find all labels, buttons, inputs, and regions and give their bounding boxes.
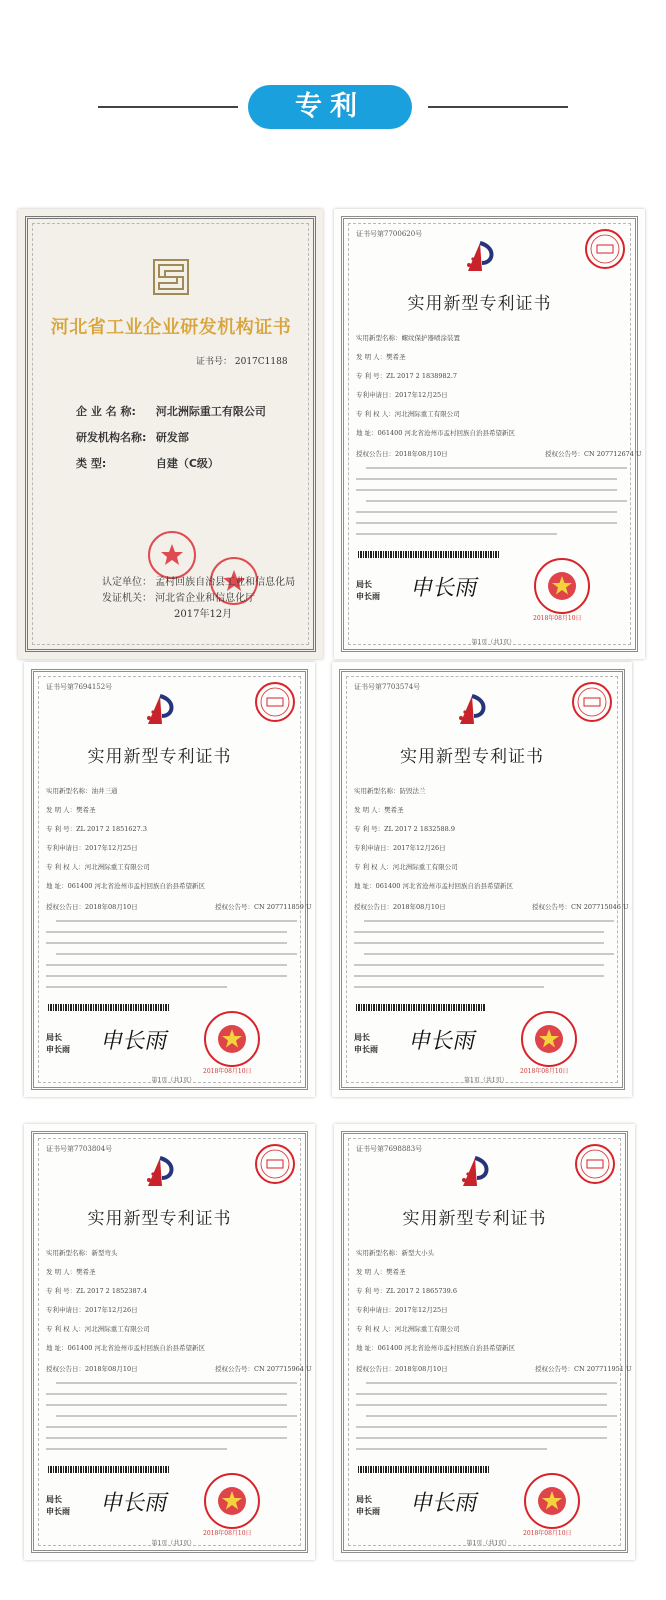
body-text-line <box>46 1448 227 1450</box>
patent-field: 发 明 人：樊希圣 <box>46 1268 96 1276</box>
red-round-stamp-icon <box>570 680 614 724</box>
body-text-line <box>356 511 617 513</box>
patent-field: 地 址：061400 河北省沧州市孟村回族自治县希望新区 <box>46 1344 205 1352</box>
body-text-line <box>364 953 614 955</box>
director-title: 局长 <box>354 1033 370 1042</box>
red-round-stamp-icon <box>253 680 297 724</box>
body-text-line <box>356 478 617 480</box>
patent-office-emblem-icon <box>140 1152 180 1192</box>
body-text-line <box>46 1393 287 1395</box>
patent-field: 专 利 号：ZL 2017 2 1851627.3 <box>46 825 147 833</box>
director-name: 申长雨 <box>356 1507 380 1516</box>
patent-field: 实用新型名称：螺纹保护器喷涂装置 <box>356 334 460 342</box>
field-label: 企 业 名 称: <box>76 405 136 418</box>
certificate-title: 实用新型专利证书 <box>87 1209 232 1229</box>
patent-field: 实用新型名称：新型弯头 <box>46 1249 118 1257</box>
patent-field: 专 利 号：ZL 2017 2 1865739.6 <box>356 1287 457 1295</box>
field-value: 研发部 <box>155 431 189 444</box>
director-title: 局长 <box>46 1495 62 1504</box>
body-text-line <box>356 522 617 524</box>
patent-field: 地 址：061400 河北省沧州市孟村回族自治县希望新区 <box>354 882 513 890</box>
certificate-number: 证书号第7698883号 <box>356 1145 423 1153</box>
director-signature: 申长雨 <box>98 1029 171 1054</box>
patent-field: 地 址：061400 河北省沧州市孟村回族自治县希望新区 <box>356 1344 515 1352</box>
body-text-line <box>356 1426 607 1428</box>
body-text-line <box>354 986 544 988</box>
certificate-title: 实用新型专利证书 <box>407 294 552 314</box>
certificate-title: 实用新型专利证书 <box>402 1209 547 1229</box>
patent-field: 专 利 权 人：河北洲际重工有限公司 <box>356 410 460 418</box>
body-text-line <box>56 1415 297 1417</box>
body-text-line <box>56 920 297 922</box>
field-value: 河北洲际重工有限公司 <box>155 405 266 418</box>
field-label: 类 型: <box>76 457 107 470</box>
patent-office-emblem-icon <box>140 690 180 730</box>
director-name: 申长雨 <box>46 1045 70 1054</box>
certificate-number: 证书号第7700620号 <box>356 230 423 238</box>
patent-field: 专利申请日：2017年12月26日 <box>46 1306 138 1314</box>
national-emblem-seal-icon <box>520 1010 578 1068</box>
patent-field: 专 利 权 人：河北洲际重工有限公司 <box>46 863 150 871</box>
red-round-stamp-icon <box>583 227 627 271</box>
director-title: 局长 <box>46 1033 62 1042</box>
body-text-line <box>366 1382 617 1384</box>
patent-field: 专利申请日：2017年12月25日 <box>356 391 448 399</box>
patent-field: 授权公告号：CN 207712674 U <box>545 450 642 458</box>
patent-field: 专利申请日：2017年12月26日 <box>354 844 446 852</box>
patent-field: 授权公告日：2018年08月10日 <box>356 450 448 458</box>
barcode <box>48 1466 169 1473</box>
body-text-line <box>356 1437 607 1439</box>
national-emblem-seal-icon <box>203 1472 261 1530</box>
page-indicator: 第1页（共1页） <box>471 639 516 646</box>
patent-field: 专 利 号：ZL 2017 2 1852387.4 <box>46 1287 147 1295</box>
body-text-line <box>46 942 287 944</box>
issuing-authority: 发证机关： 河北省企业和信息化厅 <box>102 593 256 604</box>
director-title: 局长 <box>356 1495 372 1504</box>
director-title: 局长 <box>356 580 372 589</box>
body-text-line <box>56 1382 297 1384</box>
barcode <box>358 1466 489 1473</box>
body-text-line <box>46 964 287 966</box>
patent-field: 专 利 号：ZL 2017 2 1838982.7 <box>356 372 457 380</box>
body-text-line <box>354 931 604 933</box>
patent-field: 授权公告号：CN 207715046 U <box>532 903 629 911</box>
barcode <box>356 1004 486 1011</box>
director-name: 申长雨 <box>356 592 380 601</box>
patent-field: 专 利 权 人：河北洲际重工有限公司 <box>356 1325 460 1333</box>
patent-field: 授权公告号：CN 207711951 U <box>535 1365 632 1373</box>
patent-office-emblem-icon <box>455 1152 495 1192</box>
director-name: 申长雨 <box>354 1045 378 1054</box>
body-text-line <box>46 986 227 988</box>
national-emblem-seal-icon <box>203 1010 261 1068</box>
body-text-line <box>356 1448 547 1450</box>
body-text-line <box>56 953 297 955</box>
patent-field: 授权公告日：2018年08月10日 <box>46 1365 138 1373</box>
seal-date: 2018年08月10日 <box>533 615 582 622</box>
patent-field: 专利申请日：2017年12月25日 <box>356 1306 448 1314</box>
seal-date: 2018年08月10日 <box>523 1530 572 1537</box>
patent-office-emblem-icon <box>452 690 492 730</box>
barcode <box>358 551 499 558</box>
field-value: 自建（C级） <box>155 457 219 470</box>
patent-field: 发 明 人：樊希圣 <box>354 806 404 814</box>
patent-field: 专利申请日：2017年12月25日 <box>46 844 138 852</box>
patent-field: 专 利 号：ZL 2017 2 1832588.9 <box>354 825 455 833</box>
company-name-row <box>76 403 266 419</box>
body-text-line <box>366 467 627 469</box>
patent-field: 实用新型名称：防毁法兰 <box>354 787 426 795</box>
header-divider-right <box>428 106 568 108</box>
body-text-line <box>46 1404 287 1406</box>
certificate-border <box>339 669 625 1090</box>
field-label: 研发机构名称: <box>76 431 147 444</box>
patent-field: 授权公告日：2018年08月10日 <box>356 1365 448 1373</box>
patent-field: 地 址：061400 河北省沧州市孟村回族自治县希望新区 <box>356 429 515 437</box>
national-emblem-seal-icon <box>523 1472 581 1530</box>
patent-field: 发 明 人：樊希圣 <box>356 353 406 361</box>
patent-office-emblem-icon <box>460 237 500 277</box>
certificate-title: 河北省工业企业研发机构证书 <box>50 317 292 338</box>
red-round-stamp-icon <box>253 1142 297 1186</box>
director-signature: 申长雨 <box>98 1491 171 1516</box>
page-indicator: 第1页（共1页） <box>151 1077 196 1084</box>
national-emblem-seal-icon <box>533 557 591 615</box>
body-text-line <box>46 931 287 933</box>
patent-certificate <box>24 1124 315 1560</box>
seal-date: 2018年08月10日 <box>203 1068 252 1075</box>
issue-date: 2017年12月 <box>174 609 233 620</box>
director-signature: 申长雨 <box>406 1029 479 1054</box>
director-name: 申长雨 <box>46 1507 70 1516</box>
body-text-line <box>46 1426 287 1428</box>
body-text-line <box>356 533 557 535</box>
patent-certificate <box>332 662 632 1097</box>
patent-certificate <box>334 1124 635 1560</box>
page-indicator: 第1页（共1页） <box>466 1540 511 1547</box>
page-indicator: 第1页（共1页） <box>464 1077 508 1084</box>
patent-field: 授权公告号：CN 207711859 U <box>215 903 312 911</box>
seal-date: 2018年08月10日 <box>520 1068 569 1075</box>
patent-certificate <box>334 209 645 659</box>
seal-date: 2018年08月10日 <box>203 1530 252 1537</box>
certificate-border <box>341 1131 628 1553</box>
director-signature: 申长雨 <box>408 1491 481 1516</box>
patent-field: 发 明 人：樊希圣 <box>356 1268 406 1276</box>
certificate-title: 实用新型专利证书 <box>400 747 544 767</box>
patent-field: 授权公告日：2018年08月10日 <box>354 903 446 911</box>
patent-certificate <box>24 662 315 1097</box>
patent-field: 实用新型名称：新型大小头 <box>356 1249 434 1257</box>
patent-field: 授权公告号：CN 207715964 U <box>215 1365 312 1373</box>
patent-field: 地 址：061400 河北省沧州市孟村回族自治县希望新区 <box>46 882 205 890</box>
certificate-number: 证书号： 2017C1188 <box>196 357 288 367</box>
red-round-stamp-icon <box>573 1142 617 1186</box>
director-signature: 申长雨 <box>408 576 481 601</box>
body-text-line <box>354 975 604 977</box>
body-text-line <box>366 500 627 502</box>
fretwork-logo-icon <box>153 259 189 295</box>
type-row <box>76 455 219 471</box>
body-text-line <box>356 489 617 491</box>
barcode <box>48 1004 169 1011</box>
patent-field: 专 利 权 人：河北洲际重工有限公司 <box>354 863 458 871</box>
rd-institution-row <box>76 429 189 445</box>
certifying-unit: 认定单位： 孟村回族自治县工业和信息化局 <box>102 577 296 588</box>
page-indicator: 第1页（共1页） <box>151 1540 196 1547</box>
body-text-line <box>354 942 604 944</box>
enterprise-rd-certificate <box>18 209 323 659</box>
body-text-line <box>354 964 604 966</box>
body-text-line <box>364 920 614 922</box>
body-text-line <box>366 1415 617 1417</box>
body-text-line <box>356 1404 607 1406</box>
patent-field: 实用新型名称：油井三通 <box>46 787 118 795</box>
certificate-number: 证书号第7703804号 <box>46 1145 113 1153</box>
certificate-number: 证书号第7694152号 <box>46 683 113 691</box>
body-text-line <box>46 975 287 977</box>
body-text-line <box>356 1393 607 1395</box>
certificate-number: 证书号第7703574号 <box>354 683 421 691</box>
patent-field: 授权公告日：2018年08月10日 <box>46 903 138 911</box>
patent-field: 发 明 人：樊希圣 <box>46 806 96 814</box>
header-divider-left <box>98 106 238 108</box>
patent-field: 专 利 权 人：河北洲际重工有限公司 <box>46 1325 150 1333</box>
section-title-badge: 专利 <box>248 85 412 129</box>
body-text-line <box>46 1437 287 1439</box>
certificate-title: 实用新型专利证书 <box>87 747 232 767</box>
